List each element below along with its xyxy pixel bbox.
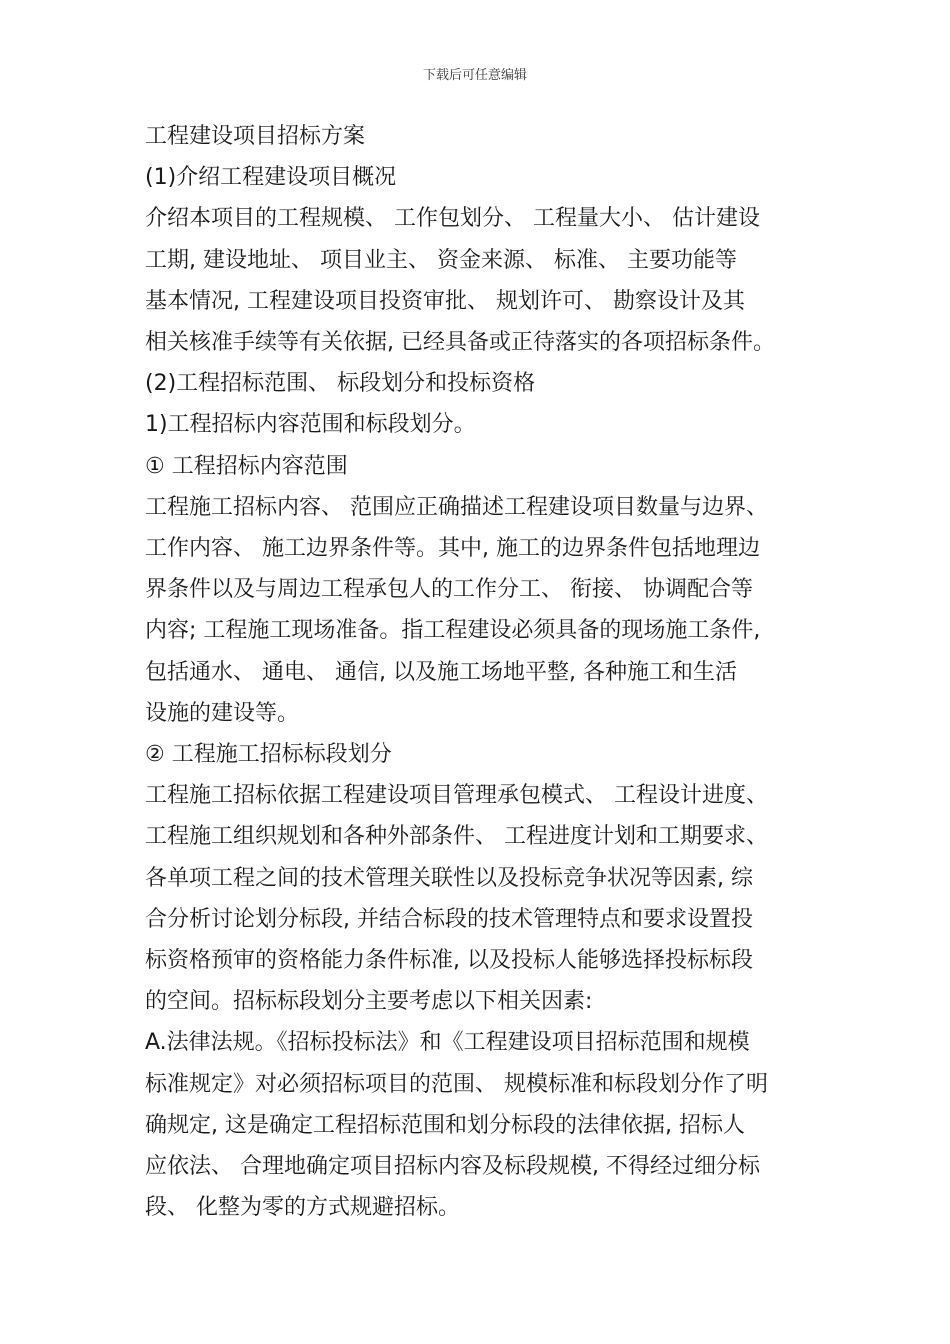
- body-text-line: 工期, 建设地址、 项目业主、 资金来源、 标准、 主要功能等: [145, 247, 737, 273]
- page-header-note: 下载后可任意编辑: [422, 68, 527, 83]
- subsection-heading: 1)工程招标内容范围和标段划分。: [145, 412, 476, 438]
- body-text-line: 基本情况, 工程建设项目投资审批、 规划许可、 勘察设计及其: [145, 288, 745, 314]
- section-heading: (1)介绍工程建设项目概况: [145, 165, 397, 191]
- body-text-line: 包括通水、 通电、 通信, 以及施工场地平整, 各种施工和生活: [145, 659, 737, 685]
- body-text-line: 界条件以及与周边工程承包人的工作分工、 衔接、 协调配合等: [145, 577, 753, 603]
- body-text-line: 介绍本项目的工程规模、 工作包划分、 工程量大小、 估计建设: [145, 206, 760, 232]
- body-text-line: 工程施工招标依据工程建设项目管理承包模式、 工程设计进度、: [145, 783, 768, 809]
- body-text-line: 的空间。招标标段划分主要考虑以下相关因素:: [145, 989, 593, 1015]
- body-text-line: 相关核准手续等有关依据, 已经具备或正待落实的各项招标条件。: [145, 330, 775, 356]
- body-text-line: 标资格预审的资格能力条件标准, 以及投标人能够选择投标标段: [145, 948, 753, 974]
- body-text-line: 工程施工组织规划和各种外部条件、 工程进度计划和工期要求、: [145, 824, 768, 850]
- body-text-line: 合分析讨论划分标段, 并结合标段的技术管理特点和要求设置投: [145, 906, 753, 932]
- document-title: 工程建设项目招标方案: [145, 124, 366, 149]
- body-text-line: 应依法、 合理地确定项目招标内容及标段规模, 不得经过细分标: [145, 1154, 760, 1180]
- body-text-line: 内容; 工程施工现场准备。指工程建设必须具备的现场施工条件,: [145, 618, 761, 644]
- body-text-line: 段、 化整为零的方式规避招标。: [145, 1195, 460, 1221]
- body-text-line: 标准规定》对必须招标项目的范围、 规模标准和标段划分作了明: [145, 1071, 768, 1097]
- body-text-line: 工作内容、 施工边界条件等。其中, 施工的边界条件包括地理边: [145, 536, 760, 562]
- subsection-heading: ② 工程施工招标标段划分: [145, 742, 392, 768]
- body-text-line: 确规定, 这是确定工程招标范围和划分标段的法律依据, 招标人: [145, 1112, 745, 1138]
- section-heading: (2)工程招标范围、 标段划分和投标资格: [145, 371, 536, 397]
- document-body: [145, 116, 813, 1228]
- body-text-line: A.法律法规。《招标投标法》和《工程建设项目招标范围和规模: [145, 1030, 750, 1056]
- body-text-line: 工程施工招标内容、 范围应正确描述工程建设项目数量与边界、: [145, 494, 768, 520]
- body-text-line: 设施的建设等。: [145, 700, 300, 726]
- subsection-heading: ① 工程招标内容范围: [145, 453, 348, 479]
- body-text-line: 各单项工程之间的技术管理关联性以及投标竞争状况等因素, 综: [145, 865, 753, 891]
